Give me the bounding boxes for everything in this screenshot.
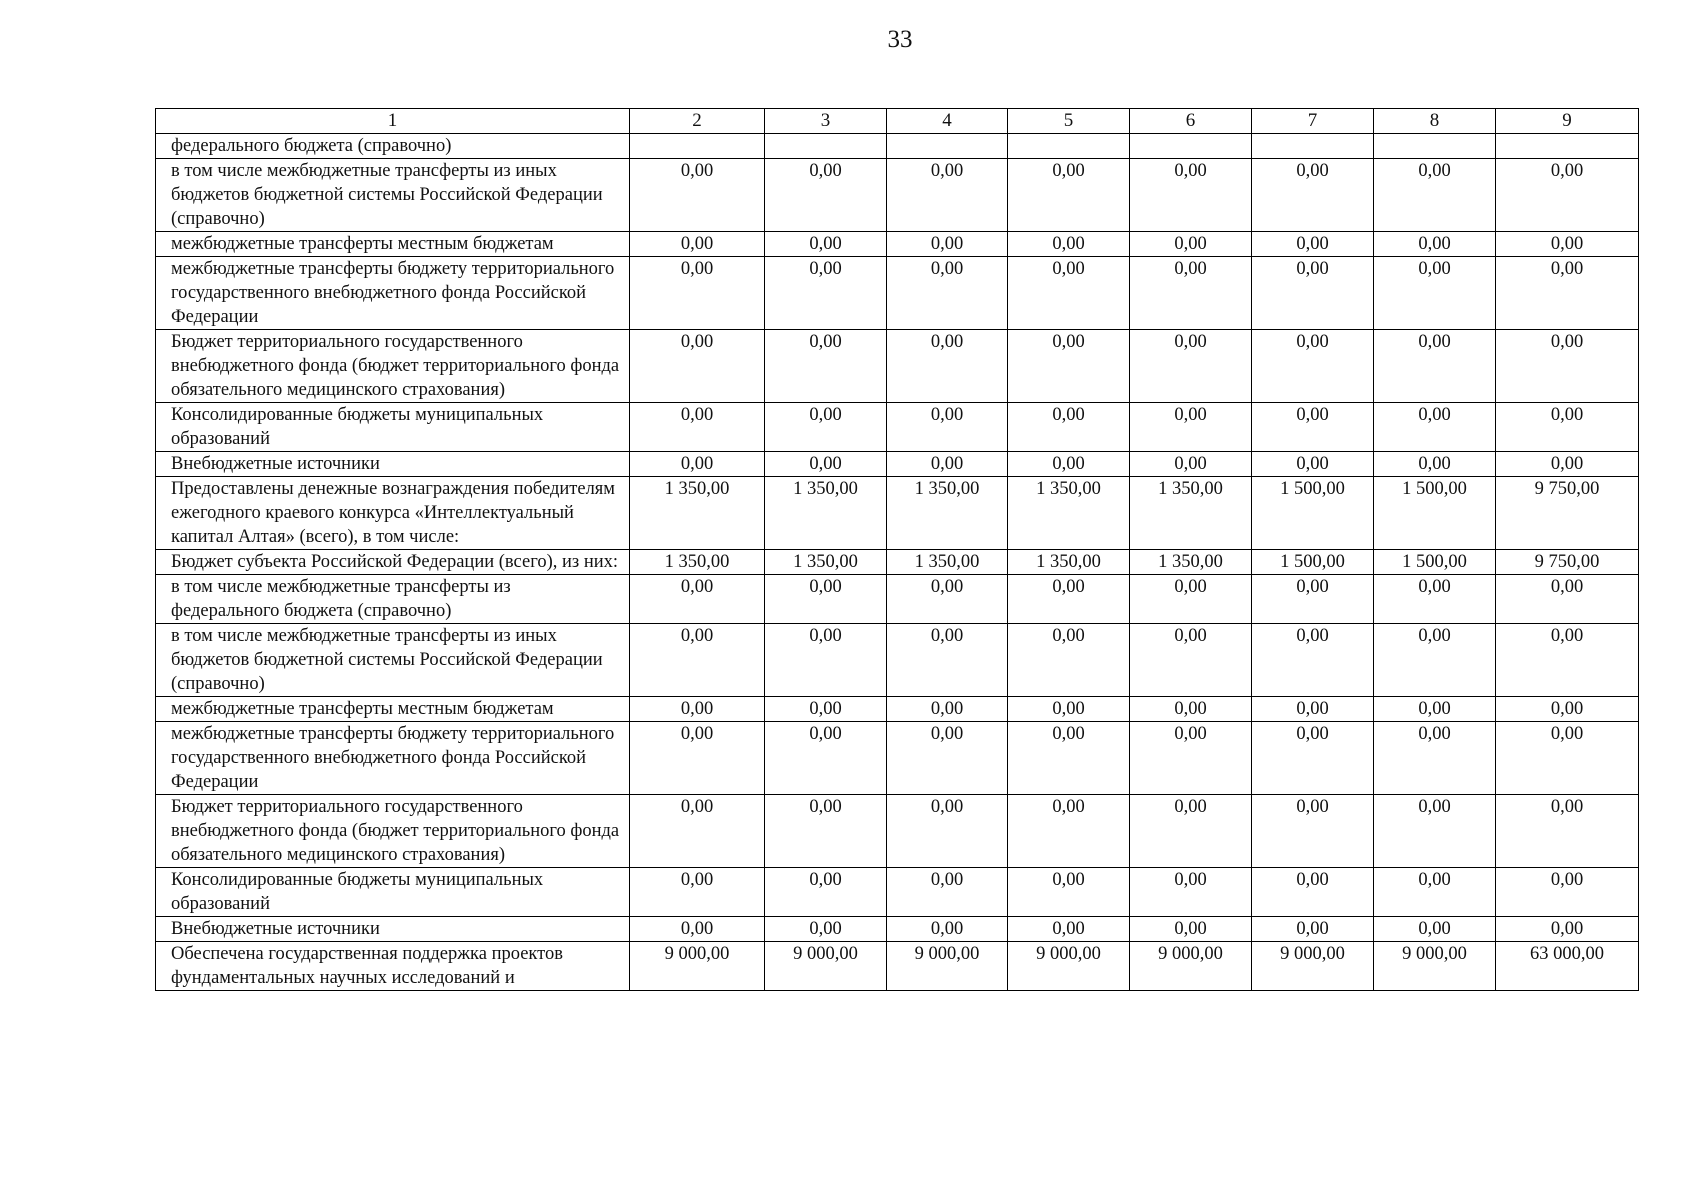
value-cell: 1 500,00 [1374, 550, 1496, 575]
table-row [156, 159, 1639, 232]
value-cell: 0,00 [1252, 722, 1374, 795]
row-label: Обеспечена государственная поддержка проектов фундаментальных научных исследований и [156, 942, 630, 991]
row-label: межбюджетные трансферты бюджету территориального государственного внебюджетного фонда Российской Федерации [156, 722, 630, 795]
value-cell: 0,00 [1496, 697, 1639, 722]
value-cell: 9 750,00 [1496, 550, 1639, 575]
value-cell: 0,00 [765, 624, 887, 697]
value-cell: 0,00 [887, 257, 1008, 330]
value-cell: 0,00 [1130, 575, 1252, 624]
value-cell: 9 000,00 [1008, 942, 1130, 991]
value-cell: 0,00 [1130, 917, 1252, 942]
table-row [156, 722, 1639, 795]
value-cell: 0,00 [1252, 452, 1374, 477]
row-label: Внебюджетные источники [156, 917, 630, 942]
value-cell: 0,00 [887, 159, 1008, 232]
value-cell: 0,00 [1374, 257, 1496, 330]
table-row [156, 550, 1639, 575]
value-cell: 0,00 [630, 159, 765, 232]
table-row [156, 134, 1639, 159]
value-cell: 0,00 [1130, 795, 1252, 868]
value-cell [1496, 134, 1639, 159]
table-row [156, 232, 1639, 257]
table-row [156, 452, 1639, 477]
value-cell: 1 500,00 [1252, 477, 1374, 550]
value-cell: 0,00 [1252, 917, 1374, 942]
value-cell: 0,00 [1496, 330, 1639, 403]
value-cell: 0,00 [1252, 575, 1374, 624]
value-cell [1008, 134, 1130, 159]
value-cell: 0,00 [765, 868, 887, 917]
value-cell: 0,00 [1008, 624, 1130, 697]
value-cell: 0,00 [765, 403, 887, 452]
value-cell: 0,00 [887, 403, 1008, 452]
row-label: в том числе межбюджетные трансферты из федерального бюджета (справочно) [156, 575, 630, 624]
value-cell: 0,00 [1130, 159, 1252, 232]
column-number: 6 [1130, 109, 1252, 134]
value-cell: 0,00 [1496, 452, 1639, 477]
value-cell: 0,00 [1252, 795, 1374, 868]
value-cell: 0,00 [765, 257, 887, 330]
value-cell: 0,00 [630, 575, 765, 624]
row-label: в том числе межбюджетные трансферты из иных бюджетов бюджетной системы Российской Федерации (справочно) [156, 624, 630, 697]
value-cell: 0,00 [1008, 330, 1130, 403]
value-cell: 0,00 [765, 917, 887, 942]
row-label: Внебюджетные источники [156, 452, 630, 477]
value-cell: 0,00 [1008, 403, 1130, 452]
value-cell: 0,00 [1252, 697, 1374, 722]
value-cell: 0,00 [630, 722, 765, 795]
value-cell: 0,00 [1374, 159, 1496, 232]
value-cell: 0,00 [1374, 795, 1496, 868]
value-cell: 0,00 [1496, 722, 1639, 795]
value-cell: 0,00 [1008, 697, 1130, 722]
column-number: 3 [765, 109, 887, 134]
row-label: Бюджет территориального государственного внебюджетного фонда (бюджет территориального фонда обязательного медицинского страхования) [156, 795, 630, 868]
value-cell: 0,00 [630, 257, 765, 330]
value-cell: 0,00 [630, 624, 765, 697]
value-cell: 0,00 [1374, 330, 1496, 403]
value-cell: 0,00 [1008, 575, 1130, 624]
value-cell [630, 134, 765, 159]
value-cell: 1 500,00 [1252, 550, 1374, 575]
value-cell: 0,00 [887, 917, 1008, 942]
value-cell: 0,00 [1374, 624, 1496, 697]
value-cell: 0,00 [1008, 232, 1130, 257]
value-cell: 9 000,00 [630, 942, 765, 991]
column-number: 5 [1008, 109, 1130, 134]
value-cell: 0,00 [1374, 917, 1496, 942]
value-cell: 0,00 [1252, 232, 1374, 257]
value-cell: 0,00 [630, 917, 765, 942]
table-body [156, 109, 1639, 991]
value-cell: 0,00 [765, 159, 887, 232]
table-row [156, 868, 1639, 917]
value-cell: 63 000,00 [1496, 942, 1639, 991]
value-cell: 0,00 [887, 868, 1008, 917]
table-row [156, 795, 1639, 868]
table-row [156, 942, 1639, 991]
value-cell: 0,00 [1130, 697, 1252, 722]
value-cell: 0,00 [1252, 868, 1374, 917]
value-cell: 0,00 [1130, 257, 1252, 330]
row-label: Консолидированные бюджеты муниципальных образований [156, 868, 630, 917]
value-cell: 0,00 [1496, 159, 1639, 232]
value-cell: 0,00 [1374, 722, 1496, 795]
value-cell: 0,00 [1130, 868, 1252, 917]
table-row [156, 917, 1639, 942]
value-cell: 0,00 [765, 330, 887, 403]
page-number: 33 [887, 26, 913, 53]
value-cell: 9 000,00 [1130, 942, 1252, 991]
value-cell: 0,00 [1130, 403, 1252, 452]
value-cell: 0,00 [1374, 232, 1496, 257]
value-cell: 0,00 [1008, 795, 1130, 868]
value-cell: 0,00 [630, 232, 765, 257]
value-cell: 0,00 [630, 697, 765, 722]
value-cell: 1 500,00 [1374, 477, 1496, 550]
table-row [156, 257, 1639, 330]
value-cell: 0,00 [1252, 403, 1374, 452]
value-cell [765, 134, 887, 159]
table-row [156, 403, 1639, 452]
value-cell: 0,00 [1374, 403, 1496, 452]
value-cell: 0,00 [1374, 452, 1496, 477]
value-cell: 0,00 [1496, 403, 1639, 452]
value-cell: 0,00 [1008, 159, 1130, 232]
value-cell: 0,00 [630, 868, 765, 917]
column-number-row [156, 109, 1639, 134]
value-cell: 1 350,00 [630, 550, 765, 575]
value-cell: 9 000,00 [887, 942, 1008, 991]
value-cell: 0,00 [1374, 868, 1496, 917]
row-label: Предоставлены денежные вознаграждения победителям ежегодного краевого конкурса «Интеллектуальный капитал Алтая» (всего), в том числе: [156, 477, 630, 550]
value-cell [1252, 134, 1374, 159]
value-cell: 0,00 [887, 232, 1008, 257]
value-cell: 0,00 [1496, 257, 1639, 330]
row-label: межбюджетные трансферты местным бюджетам [156, 232, 630, 257]
value-cell: 0,00 [765, 232, 887, 257]
value-cell: 9 000,00 [1374, 942, 1496, 991]
value-cell: 1 350,00 [765, 550, 887, 575]
budget-table [155, 108, 1639, 991]
value-cell: 0,00 [887, 795, 1008, 868]
table-row [156, 330, 1639, 403]
value-cell: 0,00 [630, 452, 765, 477]
row-label: Бюджет субъекта Российской Федерации (всего), из них: [156, 550, 630, 575]
value-cell: 0,00 [1252, 159, 1374, 232]
column-number: 4 [887, 109, 1008, 134]
value-cell: 0,00 [1252, 257, 1374, 330]
value-cell: 0,00 [1130, 722, 1252, 795]
value-cell: 0,00 [1496, 917, 1639, 942]
value-cell: 0,00 [1130, 232, 1252, 257]
table-row [156, 697, 1639, 722]
value-cell: 0,00 [1130, 330, 1252, 403]
value-cell: 0,00 [1496, 795, 1639, 868]
value-cell: 0,00 [1252, 624, 1374, 697]
row-label: межбюджетные трансферты бюджету территориального государственного внебюджетного фонда Российской Федерации [156, 257, 630, 330]
column-number: 7 [1252, 109, 1374, 134]
row-label: федерального бюджета (справочно) [156, 134, 630, 159]
value-cell: 1 350,00 [1130, 550, 1252, 575]
column-number: 1 [156, 109, 630, 134]
row-label: в том числе межбюджетные трансферты из иных бюджетов бюджетной системы Российской Федерации (справочно) [156, 159, 630, 232]
table-row [156, 477, 1639, 550]
value-cell: 0,00 [1008, 722, 1130, 795]
value-cell: 1 350,00 [1008, 550, 1130, 575]
value-cell: 0,00 [1008, 917, 1130, 942]
value-cell: 0,00 [1008, 452, 1130, 477]
row-label: Консолидированные бюджеты муниципальных образований [156, 403, 630, 452]
value-cell: 0,00 [1496, 624, 1639, 697]
value-cell: 0,00 [1008, 868, 1130, 917]
column-number: 9 [1496, 109, 1639, 134]
table-row [156, 624, 1639, 697]
value-cell: 0,00 [1130, 624, 1252, 697]
value-cell: 0,00 [1496, 868, 1639, 917]
value-cell: 0,00 [765, 697, 887, 722]
column-number: 2 [630, 109, 765, 134]
value-cell: 0,00 [630, 330, 765, 403]
value-cell: 0,00 [765, 722, 887, 795]
value-cell: 1 350,00 [887, 550, 1008, 575]
row-label: Бюджет территориального государственного внебюджетного фонда (бюджет территориального фонда обязательного медицинского страхования) [156, 330, 630, 403]
value-cell: 0,00 [887, 697, 1008, 722]
value-cell: 1 350,00 [1008, 477, 1130, 550]
value-cell: 0,00 [765, 795, 887, 868]
value-cell: 0,00 [887, 452, 1008, 477]
value-cell: 0,00 [1374, 575, 1496, 624]
value-cell [887, 134, 1008, 159]
value-cell: 0,00 [887, 624, 1008, 697]
value-cell: 0,00 [630, 403, 765, 452]
value-cell: 0,00 [887, 722, 1008, 795]
value-cell: 0,00 [1008, 257, 1130, 330]
column-number: 8 [1374, 109, 1496, 134]
value-cell: 0,00 [1130, 452, 1252, 477]
value-cell: 0,00 [887, 330, 1008, 403]
value-cell: 0,00 [765, 575, 887, 624]
value-cell: 1 350,00 [630, 477, 765, 550]
value-cell: 9 750,00 [1496, 477, 1639, 550]
value-cell: 1 350,00 [1130, 477, 1252, 550]
value-cell: 0,00 [765, 452, 887, 477]
budget-table-container [155, 108, 1639, 991]
value-cell: 0,00 [1252, 330, 1374, 403]
value-cell: 1 350,00 [765, 477, 887, 550]
value-cell: 0,00 [887, 575, 1008, 624]
value-cell: 0,00 [1496, 575, 1639, 624]
value-cell: 9 000,00 [765, 942, 887, 991]
value-cell [1374, 134, 1496, 159]
value-cell: 0,00 [1374, 697, 1496, 722]
row-label: межбюджетные трансферты местным бюджетам [156, 697, 630, 722]
value-cell: 0,00 [630, 795, 765, 868]
value-cell: 9 000,00 [1252, 942, 1374, 991]
value-cell [1130, 134, 1252, 159]
table-row [156, 575, 1639, 624]
value-cell: 1 350,00 [887, 477, 1008, 550]
value-cell: 0,00 [1496, 232, 1639, 257]
